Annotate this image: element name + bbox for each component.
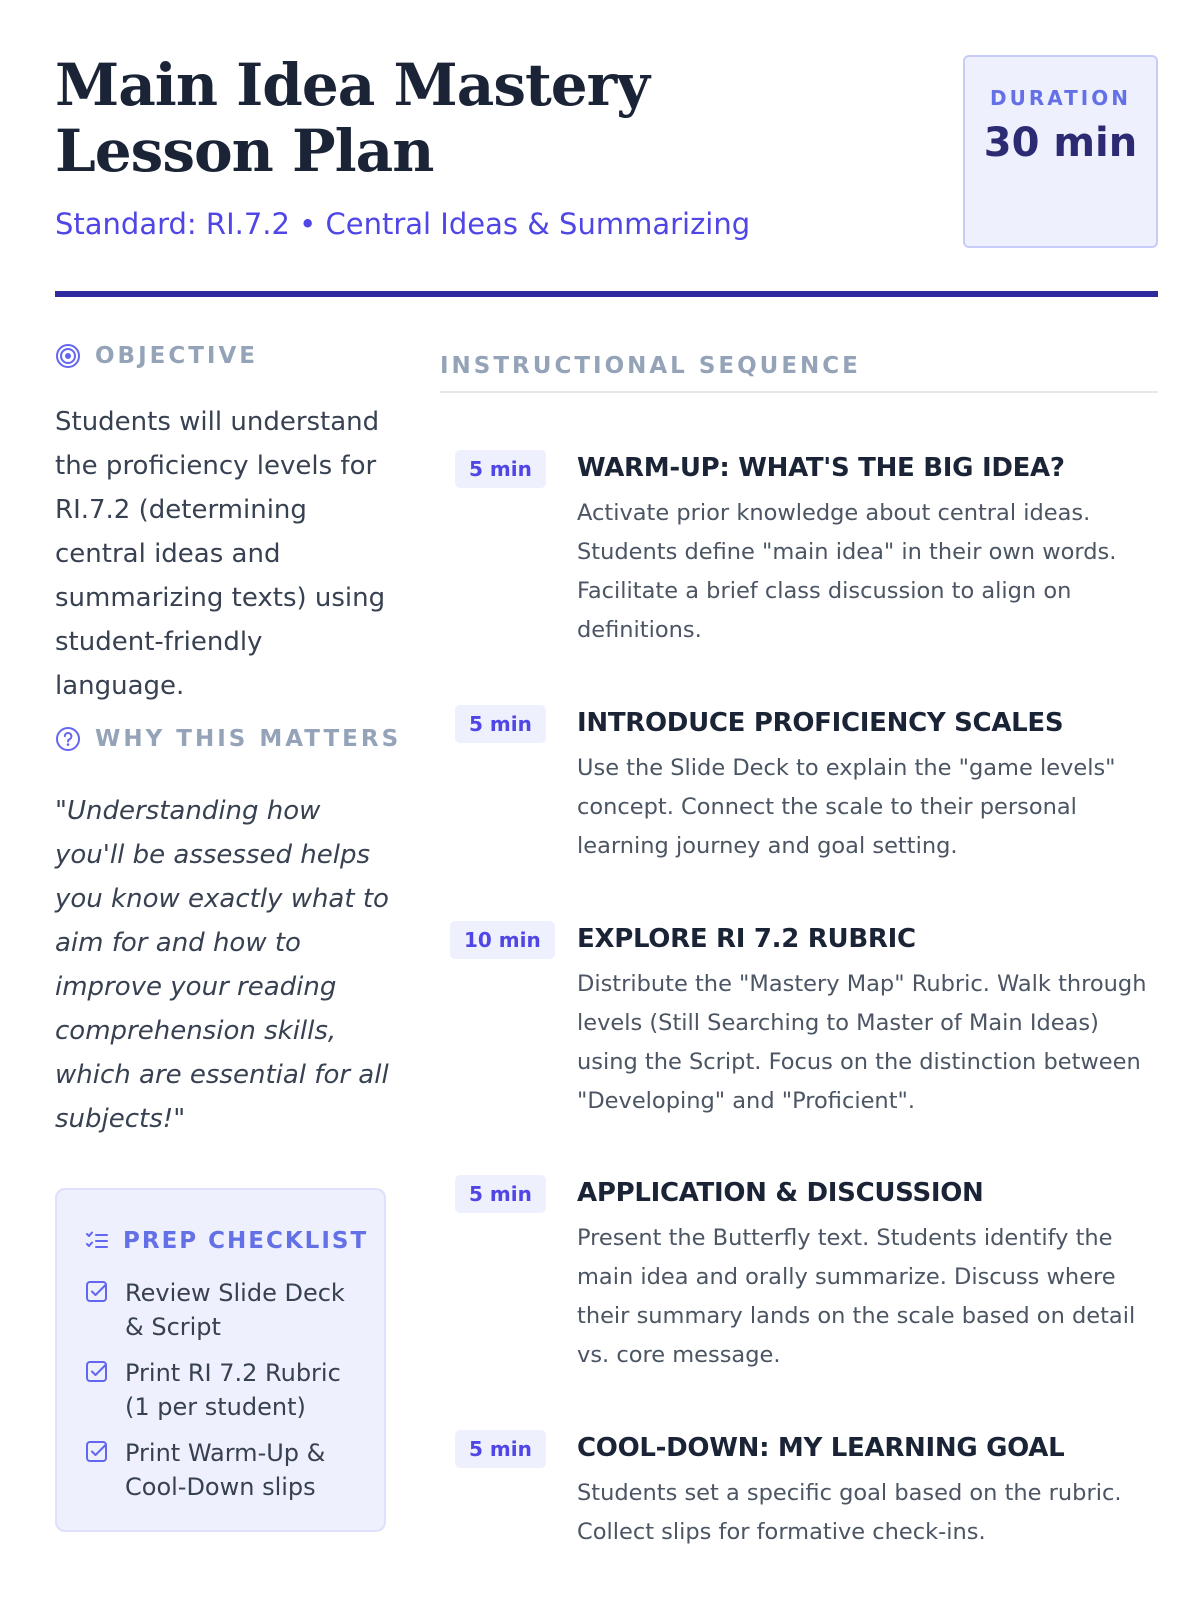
- target-icon: [55, 343, 81, 369]
- lesson-plan-page: [55, 0, 1160, 1600]
- checklist-items: [85, 1276, 370, 1516]
- step-time-badge: 5 min: [455, 450, 546, 488]
- step-time-badge: 5 min: [455, 1430, 546, 1468]
- step-time-badge: 5 min: [455, 1175, 546, 1213]
- step-description: Use the Slide Deck to explain the "game levels" concept. Connect the scale to their personal learning journey and goal setting.: [577, 755, 1116, 859]
- checklist-item-label: Print Warm-Up & Cool-Down slips: [125, 1439, 326, 1501]
- header-divider: [55, 291, 1158, 297]
- question-circle-icon: [55, 726, 81, 752]
- step-title: EXPLORE RI 7.2 RUBRIC: [577, 924, 916, 954]
- checklist-icon: [85, 1229, 109, 1253]
- checkbox-checked-icon[interactable]: [85, 1360, 109, 1384]
- checkbox-checked-icon[interactable]: [85, 1280, 109, 1304]
- duration-label: DURATION: [990, 86, 1131, 110]
- checklist-item[interactable]: [85, 1356, 370, 1424]
- step-description: Distribute the "Mastery Map" Rubric. Walk through levels (Still Searching to Master of Main Ideas) using the Script. Focus on the distinction between "Developing" and "Proficient".: [577, 971, 1147, 1114]
- page-title: Main Idea Mastery Lesson Plan: [55, 51, 649, 185]
- step-description: Activate prior knowledge about central ideas. Students define "main idea" in their own words. Facilitate a brief class discussion to align on definitions.: [577, 500, 1117, 643]
- duration-card: [963, 55, 1158, 248]
- step-title: APPLICATION & DISCUSSION: [577, 1178, 984, 1208]
- step-title: COOL-DOWN: MY LEARNING GOAL: [577, 1433, 1065, 1463]
- prep-checklist-panel: [55, 1188, 386, 1532]
- objective-heading: [55, 343, 258, 369]
- step-description: Present the Butterfly text. Students identify the main idea and orally summarize. Discuss where their summary lands on the scale based on detail vs. core message.: [577, 1225, 1136, 1368]
- standard-subtitle: Standard: RI.7.2 • Central Ideas & Summarizing: [55, 207, 751, 241]
- checklist-item-label: Print RI 7.2 Rubric (1 per student): [125, 1359, 341, 1421]
- sequence-heading: INSTRUCTIONAL SEQUENCE: [440, 353, 1158, 393]
- why-heading: [55, 726, 401, 752]
- step-title: WARM-UP: WHAT'S THE BIG IDEA?: [577, 453, 1065, 483]
- step-time-badge: 10 min: [450, 921, 555, 959]
- checklist-item-label: Review Slide Deck & Script: [125, 1279, 345, 1341]
- why-quote: "Understanding how you'll be assessed helps you know exactly what to aim for and how to improve your reading comprehension skills, which are essential for all subjects!": [55, 796, 389, 1134]
- step-time-badge: 5 min: [455, 705, 546, 743]
- duration-value: 30 min: [983, 120, 1138, 166]
- checklist-heading-label: PREP CHECKLIST: [123, 1228, 369, 1254]
- step-description: Students set a specific goal based on the rubric. Collect slips for formative check-ins.: [577, 1480, 1122, 1545]
- step-title: INTRODUCE PROFICIENCY SCALES: [577, 708, 1064, 738]
- checkbox-checked-icon[interactable]: [85, 1440, 109, 1464]
- objective-text: Students will understand the proficiency levels for RI.7.2 (determining central ideas and summarizing texts) using student-friendly language.: [55, 407, 386, 701]
- checklist-item[interactable]: [85, 1436, 370, 1504]
- objective-heading-label: OBJECTIVE: [95, 343, 258, 369]
- why-heading-label: WHY THIS MATTERS: [95, 726, 402, 752]
- checklist-heading: [85, 1228, 368, 1254]
- checklist-item[interactable]: [85, 1276, 370, 1344]
